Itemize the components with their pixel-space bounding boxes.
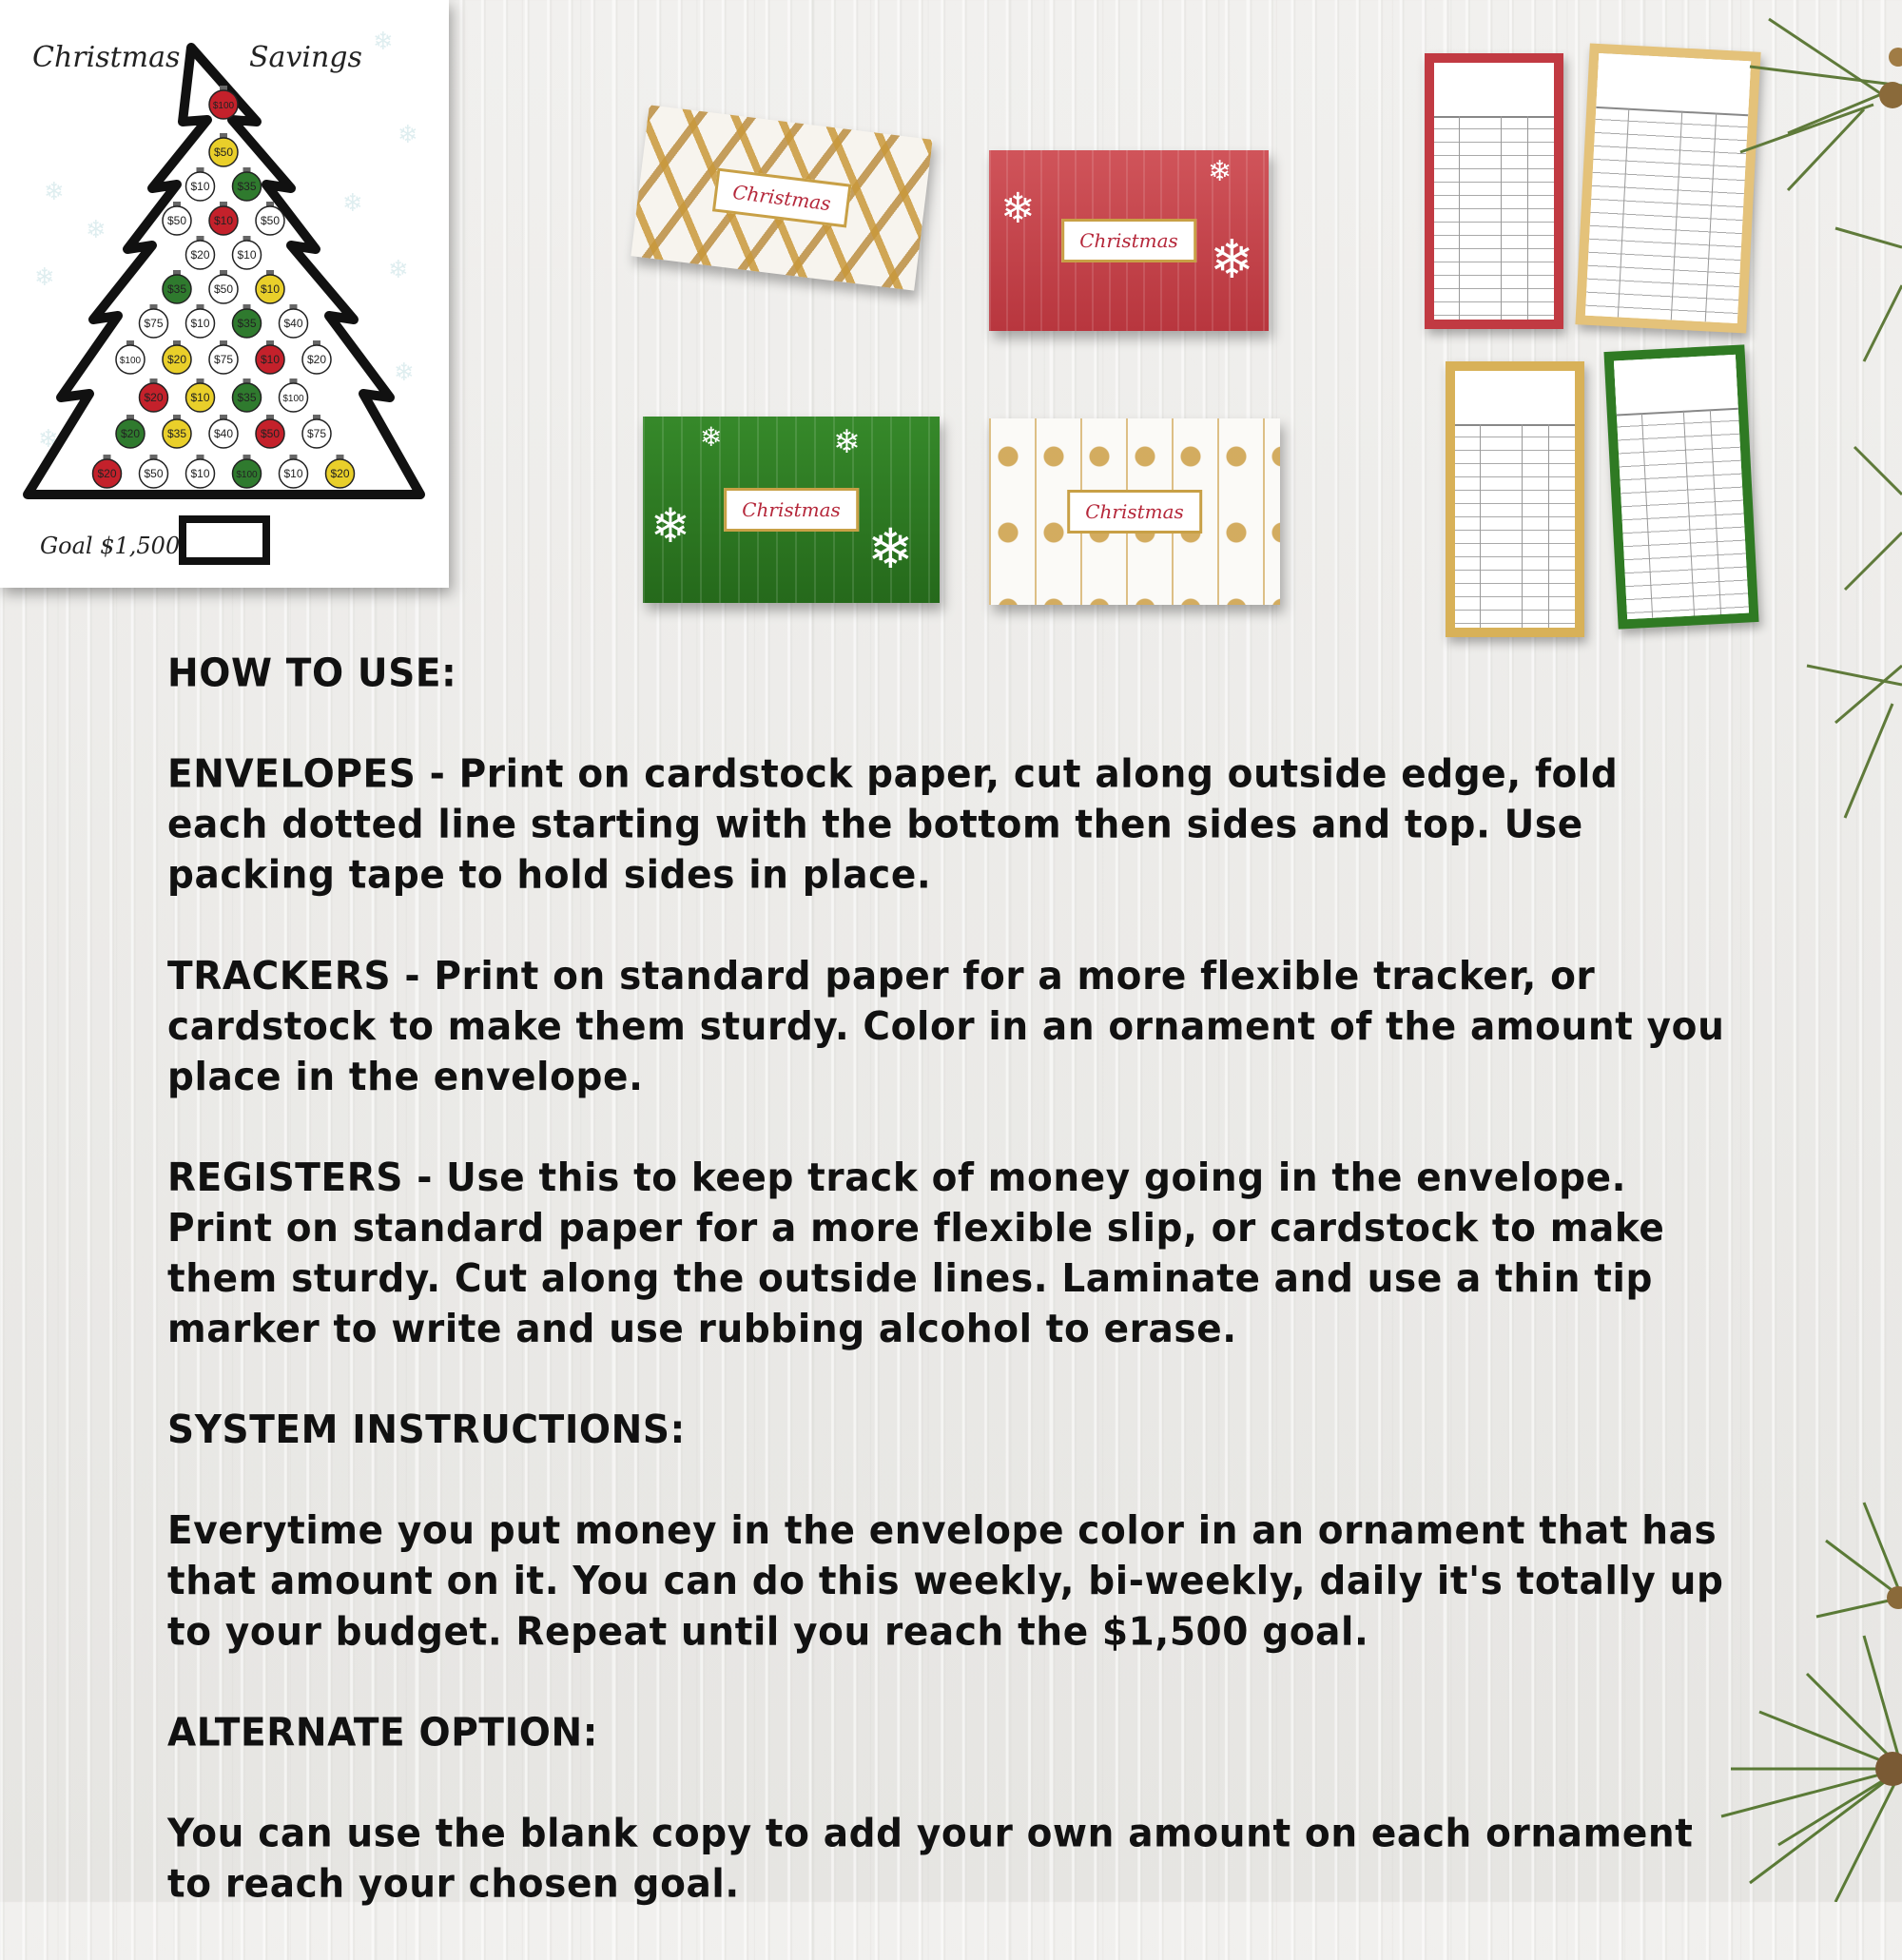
ornament-amount: $75 (306, 427, 327, 440)
tree-trunk (183, 519, 266, 561)
ornament-amount: $20 (144, 391, 164, 404)
ornament-amount: $100 (212, 101, 235, 111)
trackers-instructions: TRACKERS - Print on standard paper for a more flexible tracker, or cardstock to make them sturdy. Color in an ornament of the amount you place in the envelope. (167, 954, 1725, 1100)
snowflake-icon: ❄ (1210, 229, 1254, 291)
ornament-amount: $20 (330, 467, 350, 480)
ornament (256, 270, 284, 303)
svg-text:❄: ❄ (394, 359, 415, 387)
ornament-amount: $75 (144, 317, 164, 330)
ornament (280, 378, 308, 412)
ornament (186, 304, 215, 338)
ornament-amount: $50 (213, 282, 234, 296)
ornament-amount: $10 (237, 248, 257, 262)
ornament (116, 340, 145, 374)
heading-alternate-option: ALTERNATE OPTION: (167, 1710, 598, 1756)
tracker-title-left: Christmas (32, 41, 181, 74)
svg-text:❄: ❄ (44, 178, 65, 206)
ornament (280, 455, 308, 488)
ornament (186, 455, 215, 488)
ornament (93, 455, 122, 488)
envelope-green-wood (643, 417, 940, 603)
registers-instructions: REGISTERS - Use this to keep track of money going in the envelope. Print on standard paper for a more flexible slip, or cardstock to make them sturdy. Cut along the outside lines. Laminate and use a thin tip marker to write and use rubbing alcohol to erase. (167, 1155, 1665, 1352)
ornament-amount: $10 (190, 467, 210, 480)
christmas-tree-graphic (0, 0, 449, 588)
ornament (163, 415, 191, 448)
envelopes-instructions: ENVELOPES - Print on cardstock paper, cut along outside edge, fold each dotted line starting with the bottom then sides and top. Use packing tape to hold sides in place. (167, 752, 1619, 899)
svg-text:❄: ❄ (34, 263, 55, 292)
system-instructions-body: Everytime you put money in the envelope color in an ornament that has that amount on it. You can do this weekly, bi-weekly, daily it's totally up to your budget. Repeat until you reach the $1,500 goal. (167, 1508, 1724, 1655)
ornament-layer (93, 86, 355, 488)
ornament-amount: $40 (283, 317, 303, 330)
ornament (326, 455, 355, 488)
ornament-amount: $35 (166, 282, 187, 296)
ornament-amount: $10 (260, 282, 281, 296)
heading-system-instructions: SYSTEM INSTRUCTIONS: (167, 1407, 686, 1453)
ornament-amount: $10 (260, 353, 281, 366)
ornament-amount: $50 (166, 214, 187, 227)
ornament (256, 340, 284, 374)
alternate-option-body: You can use the blank copy to add your own amount on each ornament to reach your chosen goal. (167, 1812, 1694, 1907)
savings-tracker-poster (0, 0, 449, 588)
ornament (233, 236, 262, 269)
snowflake-icon: ❄ (650, 498, 690, 553)
ornament (302, 415, 331, 448)
ornament (256, 415, 284, 448)
ornament (116, 415, 145, 448)
pine-bud-icon (1875, 1752, 1902, 1786)
tracker-goal: Goal $1,500 (40, 533, 181, 559)
ornament-amount: $10 (283, 467, 303, 480)
ornament-amount: $20 (166, 353, 187, 366)
envelope-label: Christmas (1067, 490, 1202, 534)
ornament-amount: $100 (236, 470, 258, 480)
ornament-amount: $20 (120, 427, 141, 440)
ornament (186, 378, 215, 412)
ornament (280, 304, 308, 338)
ornament (140, 455, 168, 488)
svg-text:❄: ❄ (398, 121, 418, 149)
svg-text:❄: ❄ (388, 256, 409, 284)
svg-text:❄: ❄ (38, 425, 59, 454)
ornament-amount: $10 (190, 180, 210, 193)
ornament (233, 304, 262, 338)
snowflake-icon: ❄ (1208, 155, 1232, 188)
pine-branch-top-right (1731, 0, 1902, 951)
ornament-amount: $100 (119, 356, 142, 366)
envelope-gold-ornaments (989, 418, 1280, 605)
ornament (233, 455, 262, 488)
ornament-amount: $10 (190, 317, 210, 330)
ornament (233, 167, 262, 201)
ornament-amount: $35 (237, 391, 257, 404)
envelope-label: Christmas (1061, 219, 1196, 262)
ornament-amount: $100 (282, 394, 304, 404)
envelope-label: Christmas (724, 488, 859, 532)
envelope-red-wood (989, 150, 1269, 331)
ornament-amount: $75 (213, 353, 234, 366)
ornament-amount: $35 (237, 317, 257, 330)
ornament (163, 202, 191, 235)
svg-text:❄: ❄ (373, 28, 394, 56)
ornament-amount: $20 (306, 353, 327, 366)
snowflake-icon: ❄ (700, 421, 723, 453)
tracker-title-right: Savings (249, 41, 362, 74)
ornament (209, 415, 238, 448)
ornament (186, 167, 215, 201)
ornament-amount: $50 (260, 214, 281, 227)
ornament-amount: $10 (213, 214, 234, 227)
ornament-amount: $50 (144, 467, 164, 480)
ornament (209, 270, 238, 303)
svg-text:❄: ❄ (342, 189, 363, 218)
svg-text:❄: ❄ (86, 216, 107, 244)
ornament (163, 340, 191, 374)
ornament (186, 236, 215, 269)
envelope-label: Christmas (712, 168, 851, 228)
snowflake-icon: ❄ (867, 516, 914, 581)
register-slip-gold-white (1446, 361, 1584, 637)
ornament-amount: $10 (190, 391, 210, 404)
ornament-amount: $20 (97, 467, 117, 480)
pine-bud-icon (1879, 82, 1902, 108)
snowflake-icon: ❄ (833, 423, 861, 461)
ornament-amount: $40 (213, 427, 234, 440)
ornament (302, 340, 331, 374)
pine-bud-icon (1889, 48, 1902, 67)
ornament (140, 378, 168, 412)
envelope-gold-trees (631, 105, 932, 290)
ornament-amount: $50 (213, 146, 234, 159)
ornament-amount: $35 (237, 180, 257, 193)
ornament-amount: $35 (166, 427, 187, 440)
heading-how-to-use: HOW TO USE: (167, 651, 457, 696)
ornament (163, 270, 191, 303)
ornament (209, 133, 238, 166)
ornament (233, 378, 262, 412)
ornament-amount: $20 (190, 248, 210, 262)
ornament-amount: $50 (260, 427, 281, 440)
snowflake-icon: ❄ (1000, 184, 1036, 233)
ornament (209, 202, 238, 235)
ornament (140, 304, 168, 338)
register-slip-red (1425, 53, 1563, 329)
ornament (209, 340, 238, 374)
instructions-text (167, 649, 1727, 1960)
